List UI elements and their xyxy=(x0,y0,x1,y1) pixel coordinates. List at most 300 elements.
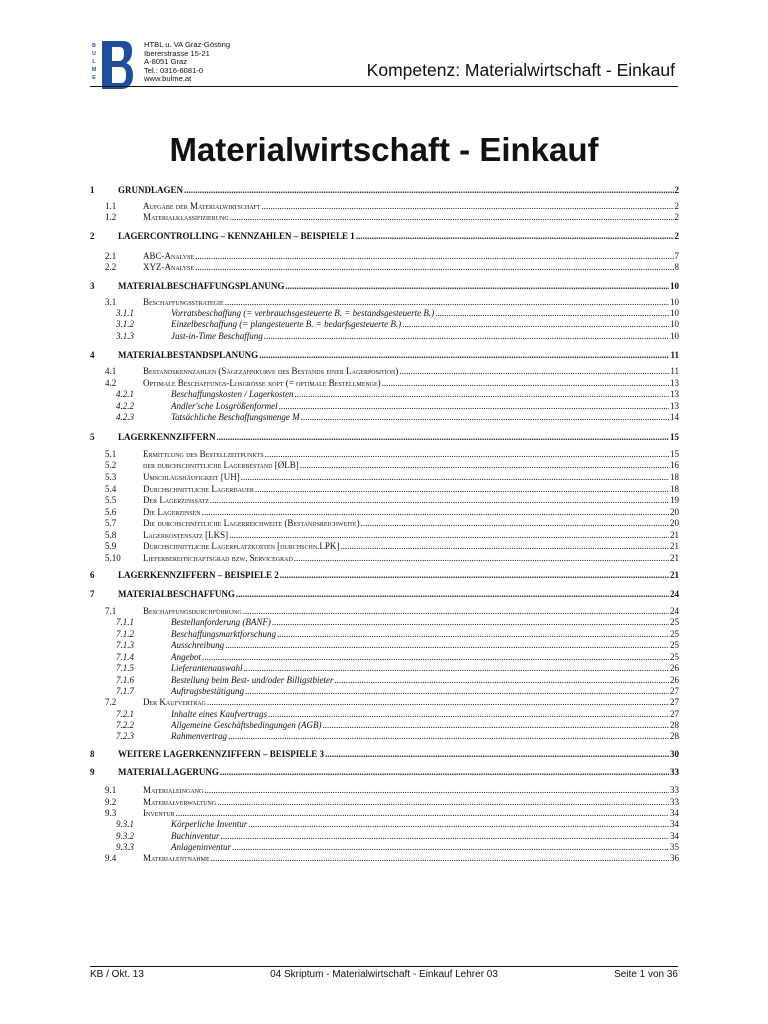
toc-entry-number: 5.7 xyxy=(105,518,117,528)
toc-entry-number: 1.1 xyxy=(105,201,117,211)
toc-entry-page: 15 xyxy=(670,432,679,442)
toc-leader-dots xyxy=(248,819,669,829)
toc-leader-dots xyxy=(325,749,669,759)
toc-entry-title: Anlageninventur xyxy=(171,842,231,852)
toc-entry-number: 2.2 xyxy=(105,262,117,272)
toc-entry-title: Die Lagerzinsen xyxy=(143,507,201,517)
toc-entry-page: 13 xyxy=(670,401,679,411)
toc-entry[interactable] xyxy=(90,319,679,329)
toc-entry-line xyxy=(171,319,679,329)
toc-entry-title: Der Lagerzinssatz xyxy=(143,495,209,505)
toc-entry-title: Ermittlung des Bestellzeitpunkts xyxy=(143,449,264,459)
toc-entry-title: ABC-Analyse xyxy=(143,251,195,261)
toc-entry[interactable] xyxy=(90,308,679,318)
toc-entry[interactable] xyxy=(90,749,679,759)
toc-entry-number: 4.1 xyxy=(105,366,117,376)
toc-leader-dots xyxy=(361,518,669,528)
toc-leader-dots xyxy=(202,652,669,662)
toc-entry-number: 1 xyxy=(90,185,95,195)
toc-leader-dots xyxy=(244,663,670,673)
logo-letters xyxy=(92,43,97,81)
toc-entry[interactable] xyxy=(90,720,679,730)
toc-leader-dots xyxy=(277,629,669,639)
toc-entry-number: 5.10 xyxy=(105,553,121,563)
svg-text:L: L xyxy=(92,59,96,65)
toc-entry-number: 7.1.1 xyxy=(116,617,134,627)
toc-entry-line xyxy=(143,853,679,863)
footer-date: KB / Okt. 13 xyxy=(90,969,144,980)
toc-leader-dots xyxy=(399,366,669,376)
toc-entry-number: 7 xyxy=(90,589,95,599)
toc-entry-title: LAGERCONTROLLING – KENNZAHLEN – BEISPIELE 1 xyxy=(118,231,355,241)
toc-entry-title: Beschaffungsdurchführung xyxy=(143,606,242,616)
toc-leader-dots xyxy=(184,185,673,195)
toc-entry[interactable] xyxy=(90,570,679,580)
toc-leader-dots xyxy=(245,686,669,696)
toc-leader-dots xyxy=(210,495,669,505)
toc-entry-page: 25 xyxy=(670,629,679,639)
toc-entry-number: 3.1.3 xyxy=(116,331,134,341)
toc-entry-line xyxy=(171,617,679,627)
toc-entry-line xyxy=(143,297,679,307)
toc-entry[interactable] xyxy=(90,472,679,482)
toc-leader-dots xyxy=(264,331,669,341)
svg-text:B: B xyxy=(92,43,96,49)
toc-entry-page: 21 xyxy=(670,570,679,580)
toc-entry-line xyxy=(143,785,679,795)
toc-entry-title: Ausschreibung xyxy=(171,640,225,650)
toc-entry-title: Tatsächliche Beschaffungsmenge M xyxy=(171,412,300,422)
toc-entry-line xyxy=(143,697,679,707)
toc-entry-line xyxy=(171,709,679,719)
toc-entry[interactable] xyxy=(90,185,679,195)
toc-entry[interactable] xyxy=(90,366,679,376)
bulme-logo xyxy=(90,41,134,89)
toc-entry-line xyxy=(143,541,679,551)
toc-entry[interactable] xyxy=(90,297,679,307)
toc-entry-page: 16 xyxy=(670,460,679,470)
toc-entry-line xyxy=(143,797,679,807)
toc-entry-title: Buchinventur xyxy=(171,831,220,841)
toc-entry-title: Umschlagshäufigkeit [UH] xyxy=(143,472,240,482)
toc-entry-number: 5.4 xyxy=(105,484,117,494)
toc-entry-line xyxy=(118,767,679,777)
toc-entry[interactable] xyxy=(90,432,679,442)
toc-entry-line xyxy=(118,231,679,241)
toc-leader-dots xyxy=(356,231,674,241)
toc-entry[interactable] xyxy=(90,767,679,777)
toc-entry-line xyxy=(171,686,679,696)
toc-entry-line xyxy=(143,808,679,818)
toc-entry[interactable] xyxy=(90,697,679,707)
toc-entry-number: 7.1.4 xyxy=(116,652,134,662)
toc-entry-title: Inventur xyxy=(143,808,175,818)
toc-entry-title: Materialverwaltung xyxy=(143,797,217,807)
logo-b-shape xyxy=(112,41,133,89)
logo-stem xyxy=(102,41,112,89)
toc-entry-line xyxy=(171,831,679,841)
toc-entry-number: 7.2.3 xyxy=(116,731,134,741)
toc-entry-line xyxy=(143,495,679,505)
toc-entry[interactable] xyxy=(90,262,679,272)
toc-entry-number: 4.2 xyxy=(105,378,117,388)
toc-entry-number: 7.2 xyxy=(105,697,117,707)
toc-entry-number: 7.1 xyxy=(105,606,117,616)
toc-entry-line xyxy=(171,331,679,341)
toc-entry-number: 2 xyxy=(90,231,95,241)
toc-entry-number: 9.4 xyxy=(105,853,117,863)
toc-entry-line xyxy=(143,366,679,376)
toc-entry[interactable] xyxy=(90,553,679,563)
toc-leader-dots xyxy=(268,709,669,719)
toc-leader-dots xyxy=(402,319,669,329)
toc-leader-dots xyxy=(294,553,669,563)
toc-entry-line xyxy=(171,308,679,318)
toc-entry-number: 5.3 xyxy=(105,472,117,482)
toc-entry-page: 27 xyxy=(670,709,679,719)
toc-leader-dots xyxy=(272,617,669,627)
toc-entry-title: Beschaffungsmarktforschung xyxy=(171,629,276,639)
toc-entry-page: 14 xyxy=(670,412,679,422)
toc-leader-dots xyxy=(195,251,673,261)
toc-leader-dots xyxy=(294,389,669,399)
toc-entry-line xyxy=(118,281,679,291)
toc-entry-number: 5.1 xyxy=(105,449,117,459)
toc-leader-dots xyxy=(340,541,669,551)
toc-leader-dots xyxy=(259,350,669,360)
toc-entry-title: Rahmenvertrag xyxy=(171,731,227,741)
toc-entry-page: 26 xyxy=(670,663,679,673)
toc-entry[interactable] xyxy=(90,331,679,341)
toc-entry-number: 5 xyxy=(90,432,95,442)
toc-entry-title: Vorratsbeschaffung (= verbrauchsgesteuerte B. = bestandsgesteuerte B.) xyxy=(171,308,435,318)
toc-entry-number: 7.1.6 xyxy=(116,675,134,685)
school-address xyxy=(144,41,230,84)
toc-entry-line xyxy=(118,589,679,599)
toc-entry-line xyxy=(143,472,679,482)
toc-entry-line xyxy=(143,262,679,272)
toc-entry-page: 21 xyxy=(670,530,679,540)
toc-leader-dots xyxy=(225,297,669,307)
toc-entry[interactable] xyxy=(90,617,679,627)
toc-entry-number: 9.3.1 xyxy=(116,819,134,829)
toc-entry-title: Auftragsbestätigung xyxy=(171,686,245,696)
toc-entry-title: LAGERKENNZIFFERN – BEISPIELE 2 xyxy=(118,570,279,580)
toc-entry[interactable] xyxy=(90,541,679,551)
toc-entry-page: 11 xyxy=(670,350,679,360)
toc-entry-number: 4.2.2 xyxy=(116,401,134,411)
toc-entry-title: Durchschnittliche Lagerdauer xyxy=(143,484,254,494)
toc-entry[interactable] xyxy=(90,606,679,616)
toc-entry[interactable] xyxy=(90,350,679,360)
toc-leader-dots xyxy=(243,606,669,616)
toc-entry-title: Bestandskennzahlen (Sägezahnkurve des Bestands einer Lagerposition) xyxy=(143,366,399,376)
toc-entry-number: 1.2 xyxy=(105,212,117,222)
footer-page-number: Seite 1 von 36 xyxy=(614,969,678,980)
toc-entry-number: 4.2.1 xyxy=(116,389,134,399)
toc-entry-page: 21 xyxy=(670,553,679,563)
toc-entry[interactable] xyxy=(90,449,679,459)
toc-entry-number: 5.5 xyxy=(105,495,117,505)
toc-entry[interactable] xyxy=(90,797,679,807)
toc-entry-line xyxy=(118,350,679,360)
toc-entry-title: Lagerkostensatz [LKS] xyxy=(143,530,229,540)
toc-entry-line xyxy=(171,731,679,741)
toc-entry[interactable] xyxy=(90,484,679,494)
toc-entry[interactable] xyxy=(90,212,679,222)
toc-entry-number: 2.1 xyxy=(105,251,117,261)
toc-entry-title: GRUNDLAGEN xyxy=(118,185,184,195)
toc-entry-line xyxy=(171,629,679,639)
toc-entry-page: 11 xyxy=(670,366,679,376)
toc-entry-number: 7.1.5 xyxy=(116,663,134,673)
address-line: www.bulme.at xyxy=(144,74,192,84)
page-title: Materialwirtschaft - Einkauf xyxy=(169,131,599,168)
toc-entry[interactable] xyxy=(90,785,679,795)
toc-entry-number: 7.1.7 xyxy=(116,686,134,696)
toc-entry[interactable] xyxy=(90,663,679,673)
toc-entry[interactable] xyxy=(90,652,679,662)
toc-entry[interactable] xyxy=(90,495,679,505)
toc-leader-dots xyxy=(221,831,670,841)
toc-leader-dots xyxy=(334,675,669,685)
toc-entry-line xyxy=(143,530,679,540)
toc-leader-dots xyxy=(217,432,669,442)
toc-entry-title: Lieferbereitschaftsgrad bzw. Servicegrad xyxy=(143,553,293,563)
toc-leader-dots xyxy=(265,449,669,459)
toc-entry-title: Beschaffungskosten / Lagerkosten xyxy=(171,389,294,399)
toc-entry-title: Optimale Beschaffungs-Losgröße xopt (= optimale Bestellmenge) xyxy=(143,378,381,388)
toc-entry-title: MATERIALBESCHAFFUNGSPLANUNG xyxy=(118,281,285,291)
toc-entry-title: Einzelbeschaffung (= plangesteuerte B. = bedarfsgesteuerte B.) xyxy=(171,319,402,329)
toc-entry-title: Bestellung beim Best- und/oder Billigstbieter xyxy=(171,675,334,685)
toc-entry[interactable] xyxy=(90,281,679,291)
toc-entry-number: 7.1.2 xyxy=(116,629,134,639)
toc-entry[interactable] xyxy=(90,589,679,599)
toc-entry-page: 19 xyxy=(670,495,679,505)
toc-entry[interactable] xyxy=(90,808,679,818)
toc-entry[interactable] xyxy=(90,709,679,719)
toc-leader-dots xyxy=(301,412,669,422)
toc-entry-line xyxy=(171,720,679,730)
toc-entry-page: 25 xyxy=(670,640,679,650)
toc-entry-page: 8 xyxy=(674,262,679,272)
toc-entry-page: 34 xyxy=(670,819,679,829)
address-line: HTBL u. VA Graz-Gösting xyxy=(144,40,231,49)
toc-leader-dots xyxy=(228,731,669,741)
toc-entry-number: 3.1.2 xyxy=(116,319,134,329)
toc-leader-dots xyxy=(241,472,669,482)
toc-entry-title: MATERIALBESTANDSPLANUNG xyxy=(118,350,259,360)
toc-entry[interactable] xyxy=(90,389,679,399)
toc-entry-title: WEITERE LAGERKENNZIFFERN – BEISPIELE 3 xyxy=(118,749,325,759)
toc-entry-number: 7.1.3 xyxy=(116,640,134,650)
toc-entry[interactable] xyxy=(90,731,679,741)
toc-entry[interactable] xyxy=(90,507,679,517)
toc-entry-number: 9.3.2 xyxy=(116,831,134,841)
toc-entry-title: Materialentnahme xyxy=(143,853,210,863)
toc-entry[interactable] xyxy=(90,412,679,422)
toc-entry-line xyxy=(171,652,679,662)
toc-leader-dots xyxy=(300,460,669,470)
toc-entry-page: 7 xyxy=(674,251,679,261)
toc-entry-page: 10 xyxy=(670,331,679,341)
toc-entry-title: Angebot xyxy=(171,652,201,662)
toc-entry-page: 28 xyxy=(670,731,679,741)
toc-leader-dots xyxy=(262,201,674,211)
toc-entry-title: MATERIALLAGERUNG xyxy=(118,767,219,777)
toc-entry-number: 6 xyxy=(90,570,95,580)
toc-entry[interactable] xyxy=(90,518,679,528)
toc-entry-title: Die durchschnittliche Lagerreichweite (Bestandsreichweite) xyxy=(143,518,360,528)
toc-entry-page: 36 xyxy=(670,853,679,863)
toc-entry-page: 13 xyxy=(670,389,679,399)
toc-entry[interactable] xyxy=(90,460,679,470)
toc-entry[interactable] xyxy=(90,251,679,261)
toc-entry-title: Andler'sche Losgrößenformel xyxy=(171,401,278,411)
toc-entry-title: Körperliche Inventur xyxy=(171,819,248,829)
toc-entry-line xyxy=(143,449,679,459)
toc-entry-number: 5.8 xyxy=(105,530,117,540)
toc-leader-dots xyxy=(230,212,674,222)
toc-entry-title: XYZ-Analyse xyxy=(143,262,195,272)
toc-entry-number: 3.1 xyxy=(105,297,117,307)
toc-entry-number: 3 xyxy=(90,281,95,291)
toc-leader-dots xyxy=(217,797,669,807)
toc-entry-line xyxy=(143,201,679,211)
toc-entry-title: Durchschnittliche Lagerplatzkosten [durchschn.LPK] xyxy=(143,541,340,551)
toc-leader-dots xyxy=(232,842,669,852)
toc-entry-line xyxy=(171,401,679,411)
toc-entry-page: 25 xyxy=(670,617,679,627)
svg-text:U: U xyxy=(92,51,96,57)
svg-text:E: E xyxy=(92,75,96,81)
toc-entry-line xyxy=(171,663,679,673)
toc-entry-page: 24 xyxy=(670,589,679,599)
toc-entry[interactable] xyxy=(90,675,679,685)
toc-entry[interactable] xyxy=(90,640,679,650)
toc-entry-number: 9 xyxy=(90,767,95,777)
toc-entry-title: Bestellanforderung (BANF) xyxy=(171,617,271,627)
toc-entry-number: 4 xyxy=(90,350,95,360)
toc-entry-title: Beschaffungsstrategie xyxy=(143,297,224,307)
toc-entry-page: 10 xyxy=(670,308,679,318)
toc-leader-dots xyxy=(211,853,669,863)
toc-entry-line xyxy=(118,749,679,759)
toc-leader-dots xyxy=(382,378,669,388)
toc-entry-line xyxy=(143,484,679,494)
toc-entry-page: 18 xyxy=(670,484,679,494)
toc-entry-page: 18 xyxy=(670,472,679,482)
toc-entry-number: 7.2.1 xyxy=(116,709,134,719)
toc-entry-title: Inhalte eines Kaufvertrags xyxy=(171,709,267,719)
toc-leader-dots xyxy=(279,401,669,411)
toc-entry[interactable] xyxy=(90,231,679,241)
toc-entry-line xyxy=(143,460,679,470)
toc-entry-number: 4.2.3 xyxy=(116,412,134,422)
toc-entry[interactable] xyxy=(90,530,679,540)
toc-entry-page: 21 xyxy=(670,541,679,551)
toc-entry-number: 9.3.3 xyxy=(116,842,134,852)
toc-leader-dots xyxy=(225,640,669,650)
toc-entry-line xyxy=(171,675,679,685)
toc-leader-dots xyxy=(176,808,669,818)
toc-entry-number: 9.2 xyxy=(105,797,117,807)
toc-entry-page: 34 xyxy=(670,831,679,841)
toc-entry-page: 2 xyxy=(674,185,679,195)
toc-entry[interactable] xyxy=(90,378,679,388)
toc-leader-dots xyxy=(255,484,669,494)
header-title: Kompetenz: Materialwirtschaft - Einkauf xyxy=(366,60,675,80)
toc-entry-page: 15 xyxy=(670,449,679,459)
toc-entry-page: 25 xyxy=(670,652,679,662)
toc-entry-page: 2 xyxy=(674,231,679,241)
toc-entry[interactable] xyxy=(90,201,679,211)
toc-entry-line xyxy=(171,819,679,829)
toc-entry[interactable] xyxy=(90,629,679,639)
toc-entry-line xyxy=(143,378,679,388)
toc-entry-page: 27 xyxy=(670,686,679,696)
toc-leader-dots xyxy=(220,767,669,777)
toc-leader-dots xyxy=(280,570,669,580)
toc-entry-title: Der Kaufvertrag xyxy=(143,697,206,707)
toc-leader-dots xyxy=(229,530,669,540)
toc-entry-page: 10 xyxy=(670,281,679,291)
toc-entry[interactable] xyxy=(90,401,679,411)
toc-leader-dots xyxy=(195,262,673,272)
toc-entry-line xyxy=(143,251,679,261)
toc-entry-number: 9.1 xyxy=(105,785,117,795)
toc-entry[interactable] xyxy=(90,842,679,852)
toc-entry-number: 5.2 xyxy=(105,460,117,470)
svg-text:M: M xyxy=(91,67,97,73)
toc-entry[interactable] xyxy=(90,819,679,829)
toc-entry-page: 24 xyxy=(670,606,679,616)
toc-entry-page: 10 xyxy=(670,319,679,329)
toc-leader-dots xyxy=(202,507,669,517)
toc-entry-line xyxy=(143,553,679,563)
toc-entry-line xyxy=(171,389,679,399)
toc-entry[interactable] xyxy=(90,686,679,696)
toc-entry-line xyxy=(118,185,679,195)
toc-entry-page: 2 xyxy=(674,212,679,222)
toc-entry-page: 33 xyxy=(670,767,679,777)
toc-entry-line xyxy=(118,570,679,580)
toc-entry-number: 5.9 xyxy=(105,541,117,551)
toc-entry-page: 26 xyxy=(670,675,679,685)
toc-entry-line xyxy=(171,842,679,852)
toc-entry-title: der durchschnittliche Lagerbestand [ØLB] xyxy=(143,460,299,470)
header-divider xyxy=(90,86,678,87)
toc-entry-page: 33 xyxy=(670,785,679,795)
toc-entry-number: 9.3 xyxy=(105,808,117,818)
address-line: A-8051 Graz xyxy=(144,57,188,67)
toc-entry[interactable] xyxy=(90,853,679,863)
toc-entry-line xyxy=(143,606,679,616)
toc-entry-line xyxy=(171,412,679,422)
toc-entry-page: 20 xyxy=(670,507,679,517)
toc-leader-dots xyxy=(322,720,669,730)
toc-entry[interactable] xyxy=(90,831,679,841)
toc-leader-dots xyxy=(204,785,669,795)
footer-document-name: 04 Skriptum - Materialwirtschaft - Einkauf Lehrer 03 xyxy=(270,969,498,980)
toc-entry-title: Materialklassifizierung xyxy=(143,212,229,222)
toc-entry-number: 8 xyxy=(90,749,95,759)
toc-entry-title: Allgemeine Geschäftsbedingungen (AGB) xyxy=(171,720,322,730)
toc-entry-page: 33 xyxy=(670,797,679,807)
toc-entry-page: 20 xyxy=(670,518,679,528)
toc-entry-title: Lieferantenauswahl xyxy=(171,663,243,673)
